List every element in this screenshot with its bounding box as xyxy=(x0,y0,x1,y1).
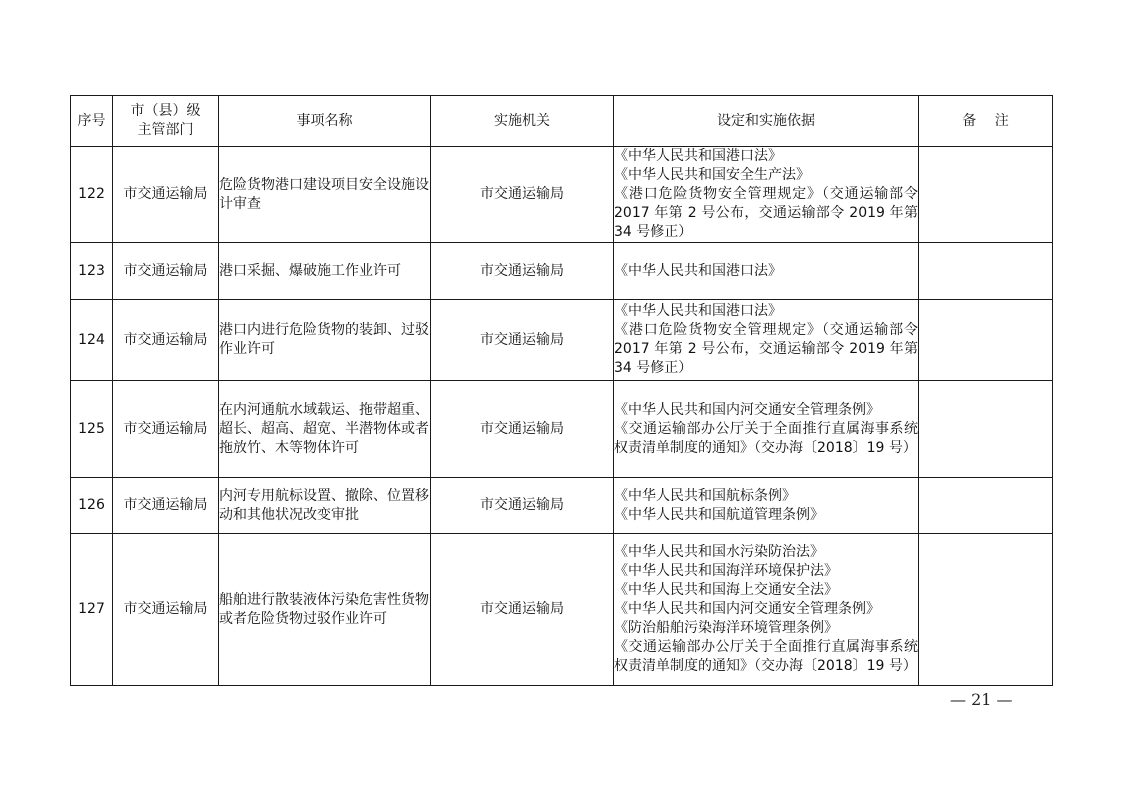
row-index: 125 xyxy=(71,381,113,478)
row-remark xyxy=(919,534,1053,686)
header-index: 序号 xyxy=(71,96,113,147)
basis-entry: 《防治船舶污染海洋环境管理条例》 xyxy=(614,620,838,636)
row-dept: 市交通运输局 xyxy=(113,534,219,686)
basis-entry: 《中华人民共和国海洋环境保护法》 xyxy=(614,563,838,579)
row-index: 127 xyxy=(71,534,113,686)
basis-entry: 《中华人民共和国航道管理条例》 xyxy=(614,506,824,523)
row-dept: 市交通运输局 xyxy=(113,147,219,243)
row-basis xyxy=(614,534,919,686)
row-item: 船舶进行散装液体污染危害性货物或者危险货物过驳作业许可 xyxy=(219,534,431,686)
row-item: 危险货物港口建设项目安全设施设计审查 xyxy=(219,147,431,243)
table-row xyxy=(71,478,1053,534)
table-row xyxy=(71,381,1053,478)
row-item: 在内河通航水域载运、拖带超重、超长、超高、超宽、半潜物体或者拖放竹、木等物体许可 xyxy=(219,381,431,478)
header-dept: 市（县）级 主管部门 xyxy=(113,96,219,147)
row-remark xyxy=(919,300,1053,381)
row-basis xyxy=(614,381,919,478)
row-index: 123 xyxy=(71,243,113,300)
header-remark: 备 注 xyxy=(919,96,1053,147)
table-row xyxy=(71,243,1053,300)
row-agency: 市交通运输局 xyxy=(431,381,614,478)
basis-entry: 《交通运输部办公厅关于全面推行直属海事系统权责清单制度的通知》（交办海〔2018〕19 号） xyxy=(614,420,918,456)
basis-entry: 《中华人民共和国航标条例》 xyxy=(614,487,796,504)
basis-entry: 《中华人民共和国港口法》 xyxy=(614,148,782,164)
table-row xyxy=(71,534,1053,686)
row-remark xyxy=(919,478,1053,534)
page-number: — 21 — xyxy=(950,690,1013,709)
basis-entry: 《中华人民共和国内河交通安全管理条例》 xyxy=(614,601,880,617)
row-agency: 市交通运输局 xyxy=(431,478,614,534)
header-agency: 实施机关 xyxy=(431,96,614,147)
items-table xyxy=(70,95,1053,686)
basis-entry: 《中华人民共和国安全生产法》 xyxy=(614,167,810,183)
row-index: 124 xyxy=(71,300,113,381)
row-basis xyxy=(614,243,919,300)
row-index: 122 xyxy=(71,147,113,243)
row-index: 126 xyxy=(71,478,113,534)
basis-entry: 《交通运输部办公厅关于全面推行直属海事系统权责清单制度的通知》（交办海〔2018〕19 号） xyxy=(614,639,918,674)
basis-entry: 《港口危险货物安全管理规定》（交通运输部令 2017 年第 2 号公布，交通运输部令 2019 年第 34 号修正） xyxy=(614,186,923,240)
row-remark xyxy=(919,381,1053,478)
basis-entry: 《中华人民共和国水污染防治法》 xyxy=(614,544,824,560)
row-agency: 市交通运输局 xyxy=(431,534,614,686)
header-basis: 设定和实施依据 xyxy=(614,96,919,147)
row-item: 港口采掘、爆破施工作业许可 xyxy=(219,243,431,300)
row-basis xyxy=(614,147,923,243)
row-dept: 市交通运输局 xyxy=(113,243,219,300)
row-dept: 市交通运输局 xyxy=(113,381,219,478)
basis-entry: 《中华人民共和国内河交通安全管理条例》 xyxy=(614,401,880,418)
table-header-row xyxy=(71,96,1053,147)
row-agency: 市交通运输局 xyxy=(431,147,614,243)
row-basis xyxy=(614,300,923,381)
table-row xyxy=(71,300,1053,381)
row-agency: 市交通运输局 xyxy=(431,300,614,381)
basis-entry: 《中华人民共和国港口法》 xyxy=(614,262,782,279)
basis-entry: 《中华人民共和国港口法》 xyxy=(614,303,782,319)
row-basis xyxy=(614,478,919,534)
row-agency: 市交通运输局 xyxy=(431,243,614,300)
row-dept: 市交通运输局 xyxy=(113,300,219,381)
row-item: 港口内进行危险货物的装卸、过驳作业许可 xyxy=(219,300,431,381)
basis-entry: 《中华人民共和国海上交通安全法》 xyxy=(614,582,838,598)
row-remark xyxy=(919,243,1053,300)
basis-entry: 《港口危险货物安全管理规定》（交通运输部令 2017 年第 2 号公布，交通运输部令 2019 年第 34 号修正） xyxy=(614,322,923,376)
row-dept: 市交通运输局 xyxy=(113,478,219,534)
table-body xyxy=(71,147,1053,686)
table-row xyxy=(71,147,1053,243)
header-item: 事项名称 xyxy=(219,96,431,147)
row-item: 内河专用航标设置、撤除、位置移动和其他状况改变审批 xyxy=(219,478,431,534)
row-remark xyxy=(919,147,1053,243)
